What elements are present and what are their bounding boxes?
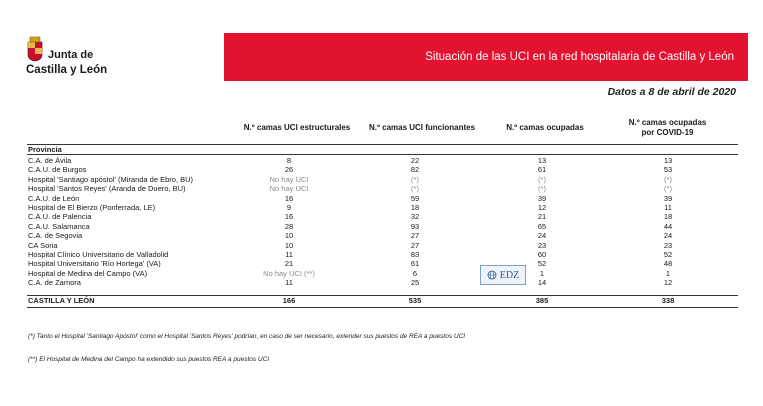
functioning-beds: 27 (410, 231, 420, 241)
hospital-name: Hospital de El Bierzo (Ponferrada, LE) (28, 202, 156, 212)
edz-label: EDZ (499, 269, 520, 281)
occupied-beds: 65 (537, 221, 547, 231)
structural-beds: 10 (284, 240, 294, 250)
covid-beds: 52 (663, 249, 673, 259)
functioning-beds: 25 (410, 278, 420, 288)
hospital-name: C.A.U. de León (28, 193, 80, 203)
header-functioning-beds: N.º camas UCI funcionantes (368, 123, 476, 132)
header-covid-beds-line2: por COVID-19 (641, 128, 694, 137)
header-occupied-beds: N.º camas ocupadas (506, 123, 584, 132)
covid-beds: 1 (665, 268, 671, 278)
table-row (27, 156, 738, 165)
occupied-beds: 21 (537, 212, 547, 222)
hospital-name: Hospital Clínico Universitario de Valladolid (28, 249, 169, 259)
hospital-name: Hospital Universitario 'Río Hortega' (VA) (28, 259, 161, 269)
covid-beds: (*) (664, 174, 672, 184)
structural-beds: 8 (286, 156, 292, 165)
occupied-beds: 61 (537, 165, 547, 175)
covid-beds: 39 (663, 193, 673, 203)
hospital-name: C.A. de Zamora (28, 278, 81, 288)
table-row (27, 203, 738, 212)
table-row (27, 222, 738, 231)
functioning-beds: 18 (410, 202, 420, 212)
edz-globe-icon (487, 270, 497, 280)
occupied-beds: 39 (537, 193, 547, 203)
functioning-beds: 83 (410, 249, 420, 259)
table-bottom-divider (27, 307, 738, 308)
structural-beds: 9 (286, 202, 292, 212)
functioning-beds: 27 (410, 240, 420, 250)
structural-beds: No hay UCI (**) (263, 268, 315, 278)
occupied-beds: 60 (537, 249, 547, 259)
covid-beds: 24 (663, 231, 673, 241)
structural-beds: 26 (284, 165, 294, 175)
functioning-beds: 93 (410, 221, 420, 231)
covid-beds: 11 (664, 202, 672, 212)
hospital-name: C.A.U. de Burgos (28, 165, 87, 175)
occupied-beds: 14 (537, 278, 547, 288)
total-row (27, 296, 738, 306)
occupied-beds: 52 (537, 259, 547, 269)
hospital-name: Hospital 'Santiago apóstol' (Miranda de Ebro, BU) (28, 174, 194, 184)
hospital-name: Hospital 'Santos Reyes' (Aranda de Duero, BU) (28, 184, 186, 194)
header-divider (27, 144, 738, 145)
structural-beds: 28 (284, 221, 294, 231)
functioning-beds: 6 (412, 268, 418, 278)
table-row (27, 269, 738, 278)
header-covid-beds-line1: N.º camas ocupadas (628, 118, 707, 127)
logo-line-1: Junta de (48, 49, 94, 61)
total-structural-beds: 166 (282, 296, 296, 305)
covid-beds: (*) (664, 184, 672, 194)
hospital-name: Hospital de Medina del Campo (VA) (28, 268, 148, 278)
covid-beds: 48 (663, 259, 673, 269)
structural-beds: 21 (284, 259, 294, 269)
structural-beds: 10 (284, 231, 294, 241)
table-row (27, 259, 738, 268)
functioning-beds: 22 (410, 156, 420, 165)
structural-beds: 16 (284, 193, 294, 203)
table-row (27, 165, 738, 174)
functioning-beds: 59 (410, 193, 420, 203)
table-row (27, 241, 738, 250)
total-functioning-beds: 535 (408, 296, 422, 305)
functioning-beds: 82 (410, 165, 420, 175)
covid-beds: 53 (663, 165, 673, 175)
table-row (27, 250, 738, 259)
uci-table-body (27, 156, 738, 287)
total-occupied-beds: 385 (535, 296, 549, 305)
covid-beds: 18 (663, 212, 673, 222)
structural-beds: No hay UCI (269, 184, 309, 194)
table-row (27, 231, 738, 240)
hospital-name: C.A.U. Salamanca (28, 221, 90, 231)
table-top-divider (27, 154, 738, 155)
junta-logo (26, 34, 136, 84)
table-row (27, 278, 738, 287)
hospital-name: CA Soria (28, 240, 58, 250)
hospital-name: C.A.U. de Palencia (28, 212, 92, 222)
occupied-beds: 24 (537, 231, 547, 241)
data-date: Datos a 8 de abril de 2020 (607, 86, 736, 98)
table-row (27, 194, 738, 203)
structural-beds: 11 (285, 278, 293, 288)
functioning-beds: 32 (410, 212, 420, 222)
occupied-beds: 1 (539, 268, 545, 278)
hospital-name: C.A. de Ávila (28, 156, 72, 165)
occupied-beds: 12 (537, 202, 547, 212)
structural-beds: 16 (284, 212, 294, 222)
hospital-name: C.A. de Segovia (28, 231, 83, 241)
footnote-1: (*) Tanto el Hospital 'Santiago Apóstol' como el Hospital 'Santos Reyes' podrían, en caso de ser necesario, extender sus puestos de REA a puestos UCI (28, 333, 466, 340)
coat-of-arms-icon (26, 36, 44, 62)
structural-beds: No hay UCI (269, 174, 309, 184)
functioning-beds: 61 (410, 259, 420, 269)
covid-beds: 23 (663, 240, 673, 250)
edz-watermark (480, 265, 526, 285)
covid-beds: 12 (663, 278, 673, 288)
covid-beds: 13 (663, 156, 673, 165)
functioning-beds: (*) (411, 184, 419, 194)
footnote-2: (**) El Hospital de Medina del Campo ha extendido sus puestos REA a puestos UCI (28, 356, 270, 363)
occupied-beds: (*) (538, 184, 546, 194)
functioning-beds: (*) (411, 174, 419, 184)
logo-line-2: Castilla y León (26, 64, 108, 76)
occupied-beds: (*) (538, 174, 546, 184)
structural-beds: 11 (285, 249, 293, 259)
title-banner (224, 33, 748, 81)
table-row (27, 212, 738, 221)
table-row (27, 175, 738, 184)
total-covid-beds: 338 (661, 296, 675, 305)
page-title: Situación de las UCI en la red hospitalaria de Castilla y León (425, 51, 734, 63)
table-row (27, 184, 738, 193)
occupied-beds: 23 (537, 240, 547, 250)
covid-beds: 44 (663, 221, 673, 231)
header-structural-beds: N.º camas UCI estructurales (243, 123, 351, 132)
total-label: CASTILLA Y LEÓN (28, 296, 95, 305)
header-covid-beds (605, 118, 730, 138)
occupied-beds: 13 (537, 156, 547, 165)
province-column-label: Provincia (28, 145, 62, 154)
